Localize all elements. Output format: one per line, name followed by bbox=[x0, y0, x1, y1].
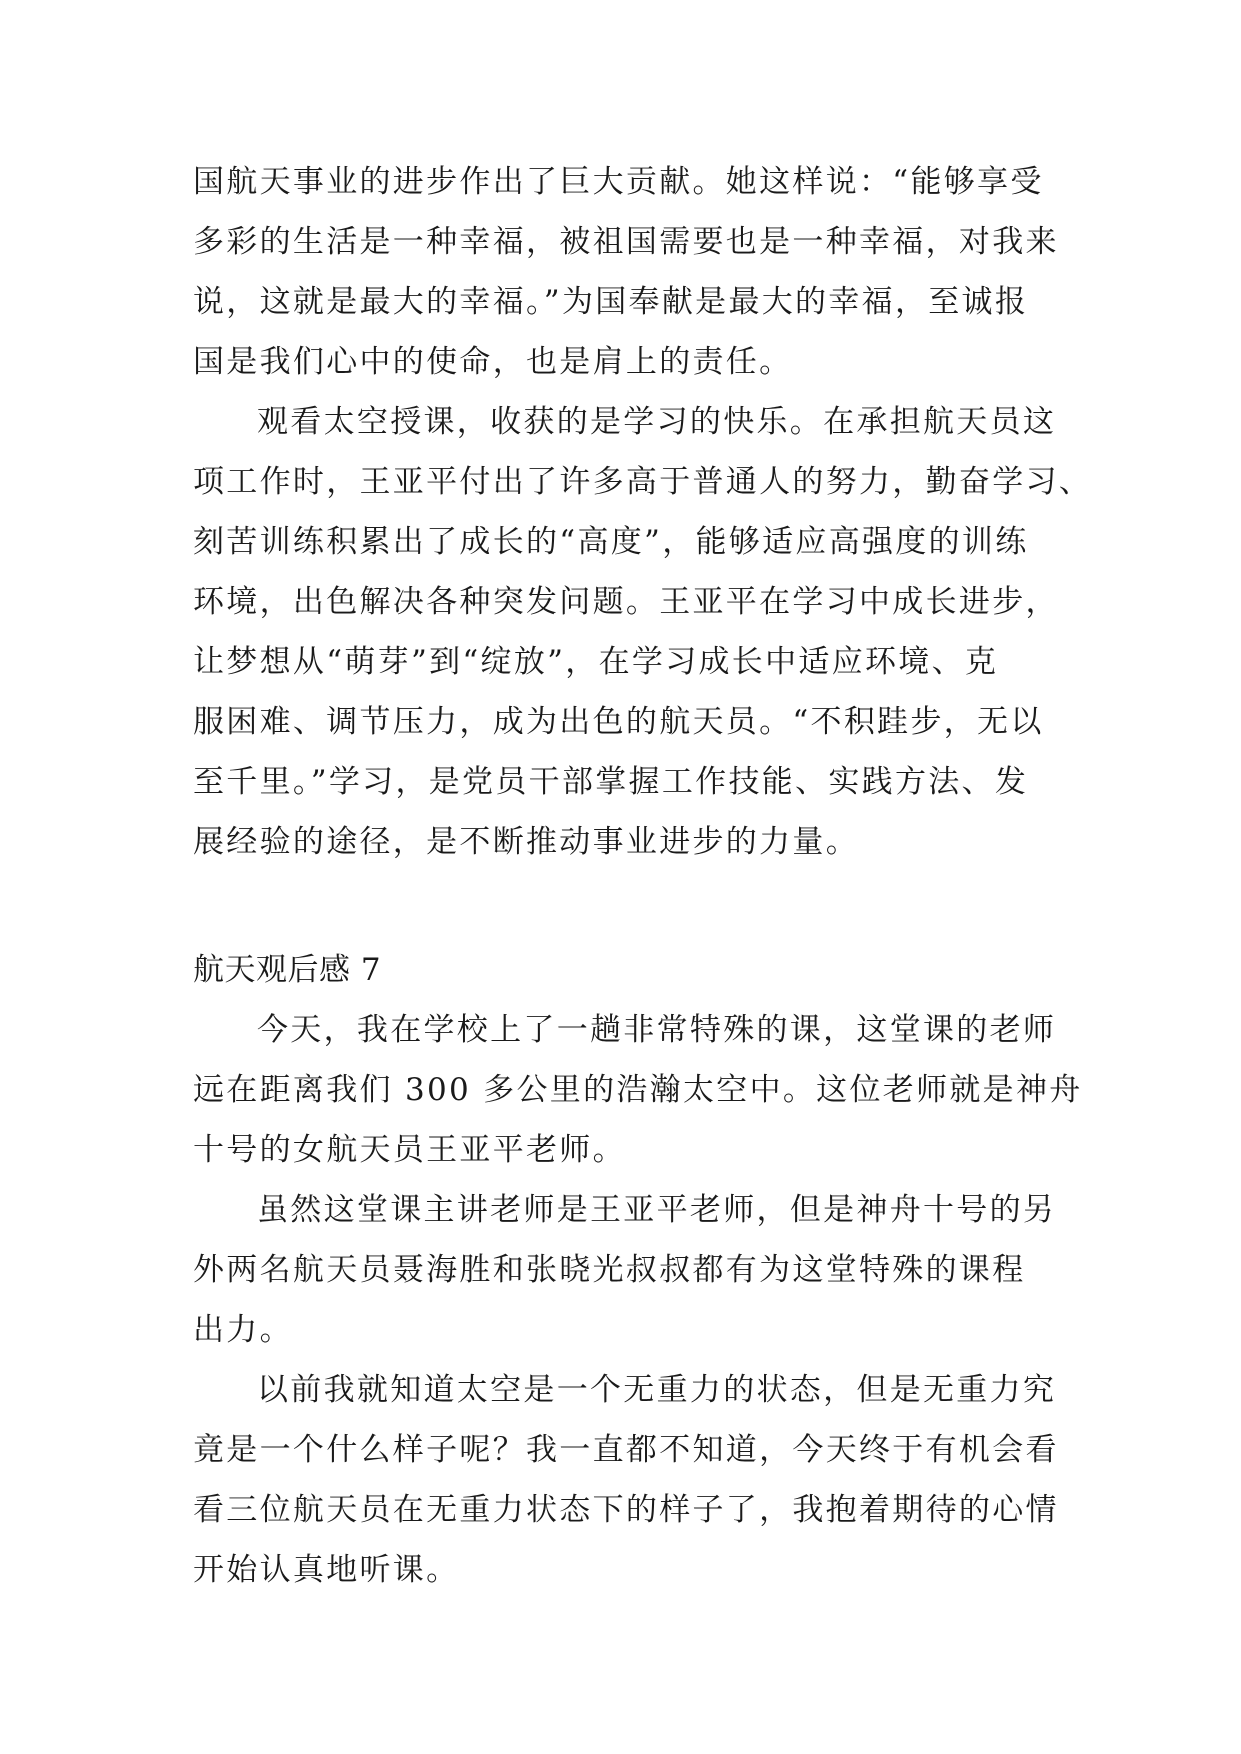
text-line: 国是我们心中的使命，也是肩上的责任。 bbox=[193, 344, 793, 380]
text-line: 今天，我在学校上了一趟非常特殊的课，这堂课的老师 bbox=[257, 1012, 1057, 1048]
document-page bbox=[193, 152, 1093, 1600]
text-line: 观看太空授课，收获的是学习的快乐。在承担航天员这 bbox=[257, 404, 1057, 440]
text-line: 刻苦训练积累出了成长的“高度”，能够适应高强度的训练 bbox=[193, 524, 1029, 560]
text-line: 环境，出色解决各种突发问题。王亚平在学习中成长进步， bbox=[193, 584, 1059, 620]
text-line: 看三位航天员在无重力状态下的样子了，我抱着期待的心情 bbox=[193, 1492, 1059, 1528]
text-line: 虽然这堂课主讲老师是王亚平老师，但是神舟十号的另 bbox=[257, 1192, 1057, 1228]
text-line: 说，这就是最大的幸福。”为国奉献是最大的幸福，至诚报 bbox=[193, 284, 1029, 320]
section-gap bbox=[193, 872, 1057, 940]
text-line: 至千里。”学习，是党员干部掌握工作技能、实践方法、发 bbox=[193, 764, 1029, 800]
text-line: 国航天事业的进步作出了巨大贡献。她这样说：“能够享受 bbox=[193, 164, 1044, 200]
text-line: 开始认真地听课。 bbox=[193, 1552, 460, 1588]
text-line: 服困难、调节压力，成为出色的航天员。“不积跬步，无以 bbox=[193, 704, 1044, 740]
text-line: 展经验的途径，是不断推动事业进步的力量。 bbox=[193, 824, 859, 860]
text-line: 竟是一个什么样子呢？我一直都不知道，今天终于有机会看 bbox=[193, 1432, 1059, 1468]
section-heading: 航天观后感 7 bbox=[193, 952, 382, 988]
text-line: 远在距离我们 300 多公里的浩瀚太空中。这位老师就是神舟 bbox=[193, 1072, 1083, 1108]
text-line: 出力。 bbox=[193, 1312, 293, 1348]
text-line: 多彩的生活是一种幸福，被祖国需要也是一种幸福，对我来 bbox=[193, 224, 1059, 260]
text-line: 外两名航天员聂海胜和张晓光叔叔都有为这堂特殊的课程 bbox=[193, 1252, 1026, 1288]
text-line: 十号的女航天员王亚平老师。 bbox=[193, 1132, 626, 1168]
text-line: 让梦想从“萌芽”到“绽放”，在学习成长中适应环境、克 bbox=[193, 644, 999, 680]
text-line: 项工作时，王亚平付出了许多高于普通人的努力，勤奋学习、 bbox=[193, 464, 1093, 500]
text-line: 以前我就知道太空是一个无重力的状态，但是无重力究 bbox=[257, 1372, 1057, 1408]
